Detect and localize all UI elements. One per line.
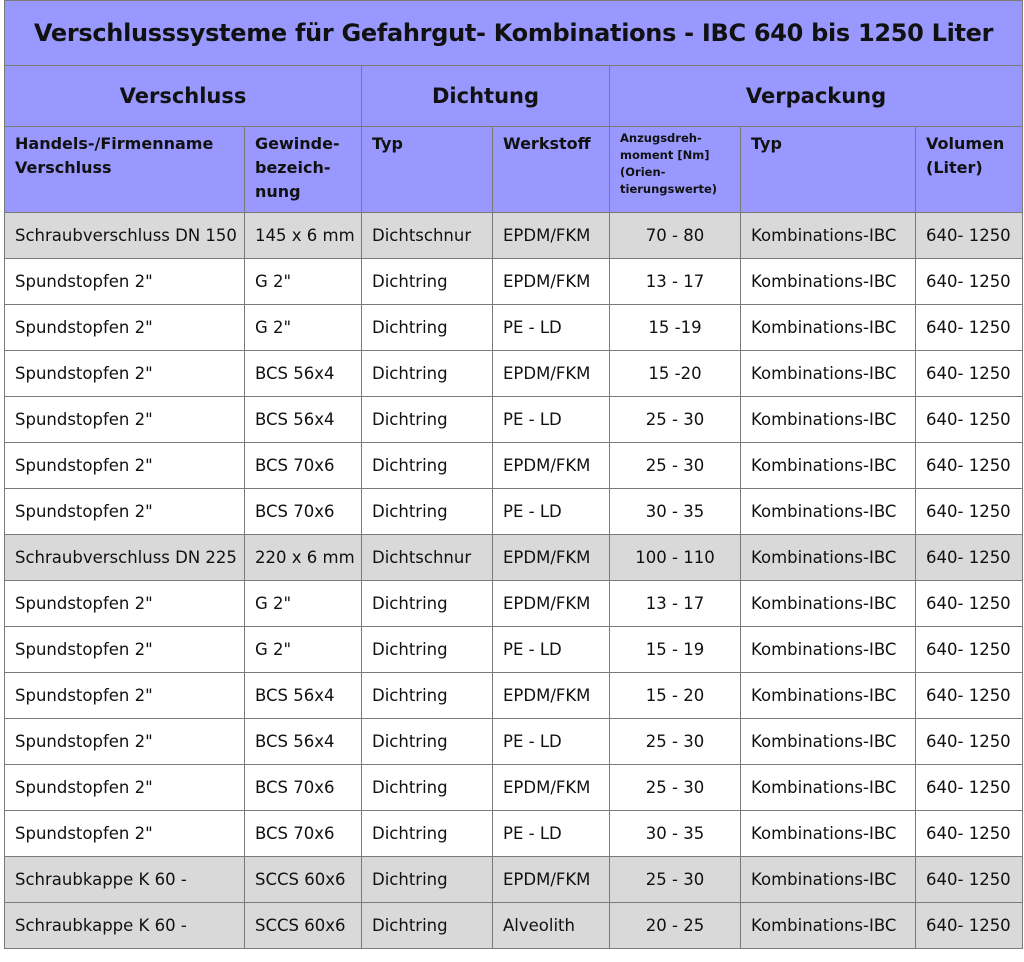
cell-volume: 640- 1250 [916, 903, 1023, 949]
cell-thread: BCS 56x4 [245, 397, 362, 443]
cell-volume: 640- 1250 [916, 811, 1023, 857]
cell-material: Alveolith [493, 903, 610, 949]
table-row [5, 489, 1023, 535]
cell-package-type: Kombinations-IBC [741, 213, 916, 259]
table-row [5, 811, 1023, 857]
column-header-volume: Volumen (Liter) [916, 127, 1023, 213]
cell-thread: BCS 56x4 [245, 351, 362, 397]
title-row [5, 1, 1023, 66]
column-header-row [5, 127, 1023, 213]
cell-seal-type: Dichtring [362, 673, 493, 719]
cell-trade-name: Spundstopfen 2" [5, 811, 245, 857]
cell-seal-type: Dichtring [362, 489, 493, 535]
cell-package-type: Kombinations-IBC [741, 719, 916, 765]
cell-torque: 100 - 110 [610, 535, 741, 581]
cell-torque: 25 - 30 [610, 765, 741, 811]
cell-trade-name: Spundstopfen 2" [5, 489, 245, 535]
cell-torque: 15 -19 [610, 305, 741, 351]
cell-material: PE - LD [493, 811, 610, 857]
cell-package-type: Kombinations-IBC [741, 443, 916, 489]
cell-seal-type: Dichtring [362, 443, 493, 489]
cell-material: PE - LD [493, 719, 610, 765]
cell-trade-name: Spundstopfen 2" [5, 627, 245, 673]
group-header-verpackung: Verpackung [610, 66, 1023, 127]
cell-thread: BCS 70x6 [245, 811, 362, 857]
cell-package-type: Kombinations-IBC [741, 581, 916, 627]
cell-torque: 15 - 19 [610, 627, 741, 673]
cell-package-type: Kombinations-IBC [741, 903, 916, 949]
column-header-torque: Anzugsdreh-moment [Nm] (Orien-tierungswerte) [610, 127, 741, 213]
column-header-thread: Gewinde-bezeich-nung [245, 127, 362, 213]
cell-trade-name: Spundstopfen 2" [5, 305, 245, 351]
cell-package-type: Kombinations-IBC [741, 673, 916, 719]
cell-seal-type: Dichtring [362, 811, 493, 857]
cell-volume: 640- 1250 [916, 627, 1023, 673]
cell-torque: 15 - 20 [610, 673, 741, 719]
cell-material: EPDM/FKM [493, 581, 610, 627]
table-row [5, 903, 1023, 949]
cell-volume: 640- 1250 [916, 351, 1023, 397]
cell-material: EPDM/FKM [493, 443, 610, 489]
cell-material: EPDM/FKM [493, 259, 610, 305]
cell-trade-name: Spundstopfen 2" [5, 443, 245, 489]
cell-material: EPDM/FKM [493, 673, 610, 719]
table-title: Verschlusssysteme für Gefahrgut- Kombinations - IBC 640 bis 1250 Liter [5, 1, 1023, 66]
table-row [5, 627, 1023, 673]
cell-torque: 25 - 30 [610, 443, 741, 489]
cell-package-type: Kombinations-IBC [741, 259, 916, 305]
cell-package-type: Kombinations-IBC [741, 811, 916, 857]
table-row [5, 857, 1023, 903]
cell-package-type: Kombinations-IBC [741, 489, 916, 535]
cell-trade-name: Spundstopfen 2" [5, 397, 245, 443]
table-row [5, 535, 1023, 581]
cell-package-type: Kombinations-IBC [741, 535, 916, 581]
cell-thread: BCS 70x6 [245, 443, 362, 489]
cell-trade-name: Schraubverschluss DN 225 [5, 535, 245, 581]
cell-torque: 25 - 30 [610, 857, 741, 903]
cell-seal-type: Dichtring [362, 305, 493, 351]
cell-material: EPDM/FKM [493, 857, 610, 903]
table-row [5, 719, 1023, 765]
table-row [5, 673, 1023, 719]
cell-thread: BCS 56x4 [245, 719, 362, 765]
table-row [5, 581, 1023, 627]
cell-thread: 220 x 6 mm [245, 535, 362, 581]
cell-volume: 640- 1250 [916, 673, 1023, 719]
cell-volume: 640- 1250 [916, 857, 1023, 903]
cell-thread: BCS 56x4 [245, 673, 362, 719]
table-row [5, 397, 1023, 443]
cell-material: EPDM/FKM [493, 351, 610, 397]
cell-package-type: Kombinations-IBC [741, 397, 916, 443]
cell-material: EPDM/FKM [493, 535, 610, 581]
cell-volume: 640- 1250 [916, 535, 1023, 581]
cell-torque: 15 -20 [610, 351, 741, 397]
table-row [5, 765, 1023, 811]
cell-material: PE - LD [493, 397, 610, 443]
column-header-trade-name: Handels-/Firmenname Verschluss [5, 127, 245, 213]
cell-torque: 25 - 30 [610, 719, 741, 765]
group-header-dichtung: Dichtung [362, 66, 610, 127]
cell-volume: 640- 1250 [916, 213, 1023, 259]
column-header-material: Werkstoff [493, 127, 610, 213]
cell-seal-type: Dichtring [362, 581, 493, 627]
cell-material: EPDM/FKM [493, 765, 610, 811]
table-row [5, 443, 1023, 489]
closure-systems-table [4, 0, 1023, 949]
cell-volume: 640- 1250 [916, 259, 1023, 305]
cell-thread: G 2" [245, 627, 362, 673]
table-row [5, 259, 1023, 305]
cell-trade-name: Spundstopfen 2" [5, 719, 245, 765]
cell-package-type: Kombinations-IBC [741, 765, 916, 811]
cell-torque: 13 - 17 [610, 581, 741, 627]
cell-trade-name: Spundstopfen 2" [5, 673, 245, 719]
cell-seal-type: Dichtschnur [362, 535, 493, 581]
cell-seal-type: Dichtring [362, 627, 493, 673]
table-row [5, 305, 1023, 351]
cell-torque: 20 - 25 [610, 903, 741, 949]
cell-thread: BCS 70x6 [245, 489, 362, 535]
cell-package-type: Kombinations-IBC [741, 351, 916, 397]
cell-thread: SCCS 60x6 [245, 903, 362, 949]
cell-volume: 640- 1250 [916, 397, 1023, 443]
cell-torque: 70 - 80 [610, 213, 741, 259]
cell-thread: 145 x 6 mm [245, 213, 362, 259]
cell-trade-name: Schraubkappe K 60 - [5, 857, 245, 903]
cell-volume: 640- 1250 [916, 489, 1023, 535]
cell-trade-name: Spundstopfen 2" [5, 351, 245, 397]
cell-trade-name: Schraubverschluss DN 150 [5, 213, 245, 259]
cell-seal-type: Dichtschnur [362, 213, 493, 259]
cell-material: PE - LD [493, 489, 610, 535]
cell-package-type: Kombinations-IBC [741, 305, 916, 351]
cell-seal-type: Dichtring [362, 351, 493, 397]
cell-thread: BCS 70x6 [245, 765, 362, 811]
cell-thread: SCCS 60x6 [245, 857, 362, 903]
cell-seal-type: Dichtring [362, 397, 493, 443]
cell-volume: 640- 1250 [916, 719, 1023, 765]
cell-volume: 640- 1250 [916, 443, 1023, 489]
column-header-seal-type: Typ [362, 127, 493, 213]
cell-trade-name: Spundstopfen 2" [5, 259, 245, 305]
cell-trade-name: Schraubkappe K 60 - [5, 903, 245, 949]
cell-torque: 25 - 30 [610, 397, 741, 443]
cell-seal-type: Dichtring [362, 765, 493, 811]
cell-material: PE - LD [493, 627, 610, 673]
cell-torque: 13 - 17 [610, 259, 741, 305]
cell-torque: 30 - 35 [610, 811, 741, 857]
cell-volume: 640- 1250 [916, 765, 1023, 811]
group-header-verschluss: Verschluss [5, 66, 362, 127]
table-row [5, 351, 1023, 397]
cell-thread: G 2" [245, 305, 362, 351]
cell-seal-type: Dichtring [362, 719, 493, 765]
cell-trade-name: Spundstopfen 2" [5, 581, 245, 627]
cell-volume: 640- 1250 [916, 305, 1023, 351]
cell-trade-name: Spundstopfen 2" [5, 765, 245, 811]
group-header-row [5, 66, 1023, 127]
table-row [5, 213, 1023, 259]
cell-material: EPDM/FKM [493, 213, 610, 259]
cell-seal-type: Dichtring [362, 259, 493, 305]
cell-thread: G 2" [245, 581, 362, 627]
cell-package-type: Kombinations-IBC [741, 857, 916, 903]
cell-material: PE - LD [493, 305, 610, 351]
cell-volume: 640- 1250 [916, 581, 1023, 627]
cell-torque: 30 - 35 [610, 489, 741, 535]
cell-thread: G 2" [245, 259, 362, 305]
cell-package-type: Kombinations-IBC [741, 627, 916, 673]
cell-seal-type: Dichtring [362, 903, 493, 949]
cell-seal-type: Dichtring [362, 857, 493, 903]
column-header-package-type: Typ [741, 127, 916, 213]
